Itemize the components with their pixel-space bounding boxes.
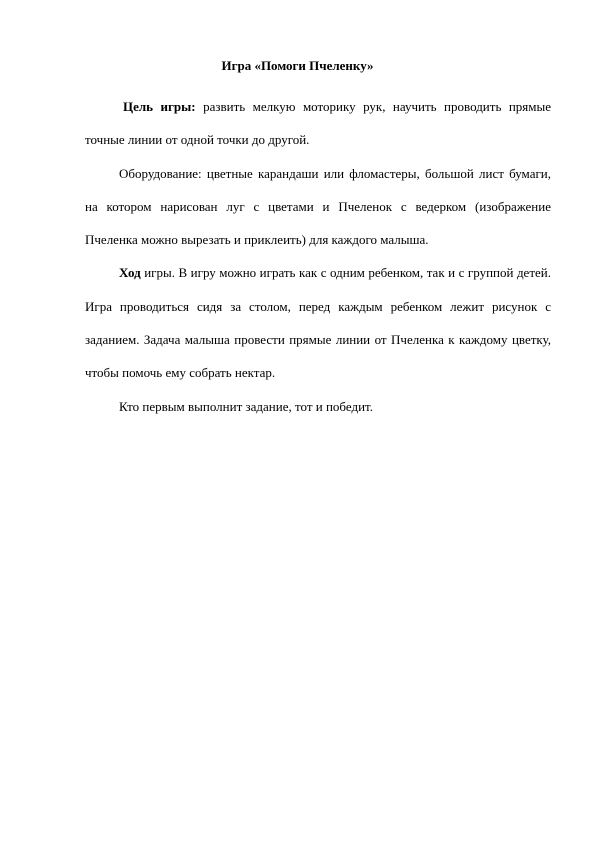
paragraph-equipment-text: Оборудование: цветные карандаши или фломастеры, большой лист бумаги, на котором нарисован луг с цветами и Пчеленок с ведерком (изображение Пчеленка можно вырезать и приклеить) для каждого малыша. [85,165,551,248]
paragraph-equipment [85,157,551,257]
paragraph-goal-lead: Цель игры: [123,99,196,114]
paragraph-procedure [85,256,551,389]
paragraph-procedure-lead: Ход [119,265,141,281]
paragraph-procedure-text: игры. В игру можно играть как с одним ребенком, так и с группой детей. Игра проводиться сидя за столом, перед каждым ребенком лежит рисунок с заданием. Задача малыша провести прямые линии от Пчеленка к каждому цветку, чтобы помочь ему собрать нектар. [85,265,551,381]
document-title: Игра «Помоги Пчеленку» [221,58,374,73]
paragraph-winner [85,390,551,423]
paragraph-goal [85,90,551,157]
paragraph-goal-text: развить мелкую моторику рук, научить проводить прямые точные линии от одной точки до другой. [85,99,552,148]
document-body [85,90,551,423]
paragraph-winner-text: Кто первым выполнит задание, тот и победит. [119,398,373,414]
